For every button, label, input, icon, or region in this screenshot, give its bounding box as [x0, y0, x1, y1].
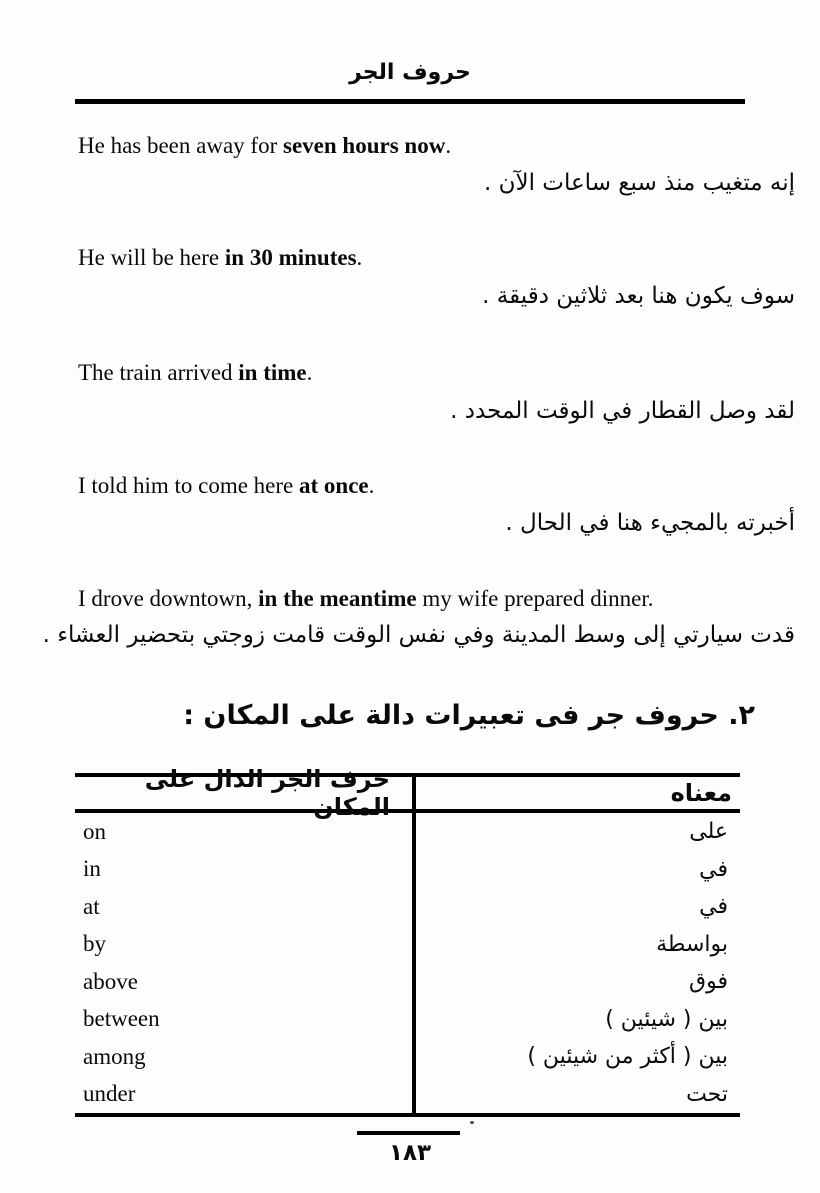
cell-english-preposition: above: [83, 968, 138, 994]
sentence-bold-phrase: in time: [238, 360, 307, 385]
table-header-row: [75, 765, 740, 821]
cell-arabic-meaning: بواسطة: [656, 931, 728, 957]
table-row: [75, 1001, 740, 1039]
cell-arabic-meaning: في: [699, 894, 728, 920]
header-cell-preposition: حرف الجر الدال على المكان: [144, 765, 390, 821]
cell-english-preposition: between: [83, 1006, 160, 1032]
page-number: ١٨٣: [388, 1140, 432, 1166]
sentence-text: He has been away for: [78, 133, 283, 158]
header-cell-meaning: معناه: [670, 779, 732, 807]
sentence-bold-phrase: in the meantime: [258, 586, 417, 611]
sentence-text: my wife prepared dinner.: [416, 586, 654, 611]
example-sentence-english: [78, 133, 451, 159]
sentence-text: .: [445, 133, 452, 158]
example-sentence-english: [78, 586, 654, 612]
running-head: حروف الجر: [349, 60, 471, 85]
example-translation-arabic: أخبرته بالمجيء هنا في الحال .: [505, 510, 795, 536]
example-translation-arabic: إنه متغيب منذ سبع ساعات الآن .: [483, 170, 795, 196]
table-column-divider: [412, 777, 416, 1113]
cell-english-preposition: at: [83, 893, 100, 919]
cell-arabic-meaning: تحت: [686, 1081, 728, 1107]
example-translation-arabic: لقد وصل القطار في الوقت المحدد .: [450, 398, 795, 424]
table-row: [75, 1076, 740, 1114]
table-row: [75, 851, 740, 889]
cell-arabic-meaning: في: [699, 856, 728, 882]
scan-ink-speck: [470, 1121, 474, 1124]
cell-arabic-meaning: فوق: [689, 969, 728, 995]
example-sentence-english: [78, 245, 362, 271]
sentence-bold-phrase: seven hours now: [283, 133, 446, 158]
cell-arabic-meaning: على: [689, 819, 728, 845]
table-row: [75, 888, 740, 926]
page-number-rule: [357, 1131, 460, 1135]
sentence-text: .: [356, 245, 363, 270]
sentence-text: I told him to come here: [78, 473, 299, 498]
cell-english-preposition: among: [83, 1043, 146, 1069]
sentence-bold-phrase: in 30 minutes: [224, 245, 357, 270]
cell-arabic-meaning: بين ( شيئين ): [605, 1006, 728, 1032]
prepositions-table: [75, 765, 740, 1117]
sentence-text: He will be here: [78, 245, 225, 270]
example-translation-arabic: سوف يكون هنا بعد ثلاثين دقيقة .: [482, 283, 795, 309]
cell-english-preposition: by: [83, 931, 106, 957]
sentence-text: The train arrived: [78, 360, 239, 385]
sentence-bold-phrase: at once: [299, 473, 369, 498]
section-heading: ٢. حروف جر فى تعبيرات دالة على المكان :: [183, 700, 755, 731]
table-row: [75, 926, 740, 964]
example-translation-arabic: قدت سيارتي إلى وسط المدينة وفي نفس الوقت قامت زوجتي بتحضير العشاء .: [42, 622, 795, 648]
table-row: [75, 963, 740, 1001]
cell-english-preposition: under: [83, 1081, 136, 1107]
cell-english-preposition: in: [83, 856, 101, 882]
table-row: [75, 1038, 740, 1076]
cell-arabic-meaning: بين ( أكثر من شيئين ): [527, 1044, 728, 1070]
sentence-text: .: [368, 473, 375, 498]
sentence-text: .: [306, 360, 313, 385]
example-sentence-english: [78, 360, 312, 386]
header-double-rule: [75, 99, 745, 104]
cell-english-preposition: on: [83, 818, 106, 844]
example-sentence-english: [78, 473, 374, 499]
table-row: [75, 813, 740, 851]
sentence-text: I drove downtown,: [78, 586, 259, 611]
